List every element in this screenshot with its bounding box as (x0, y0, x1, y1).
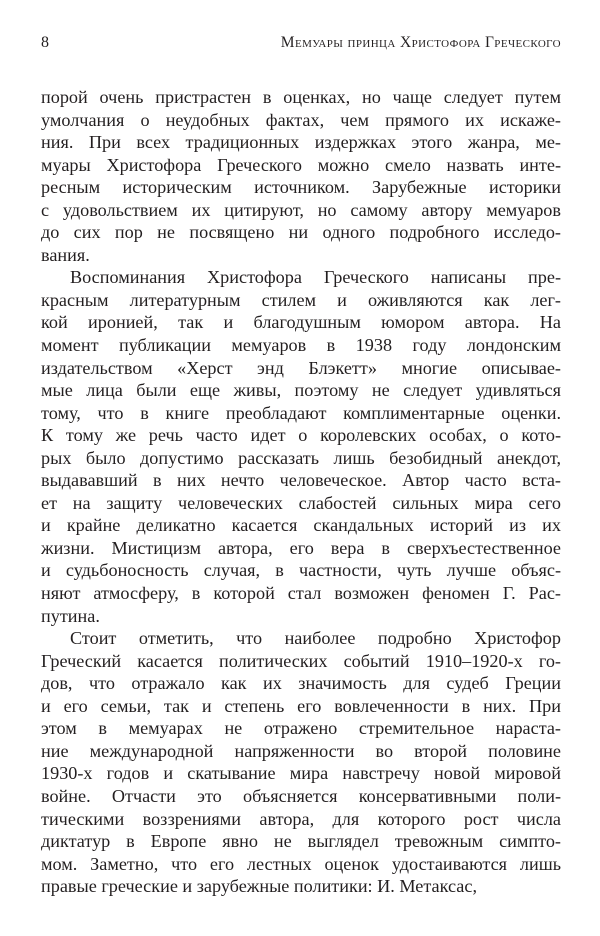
text-line: выдававший в них нечто человеческое. Автор часто вста- (41, 470, 561, 491)
text-line: умолчания о неудобных фактах, чем прямого их искаже- (41, 109, 561, 130)
text-line: момент публикации мемуаров в 1938 году лондонским (41, 335, 561, 356)
text-line: 1930-х годов и скатывание мира навстречу новой мировой (41, 763, 561, 784)
text-line: и судьбоносность случая, в частности, чуть лучше объяс- (41, 560, 561, 581)
text-line: ния. При всех традиционных издержках этого жанра, ме- (41, 132, 561, 153)
text-line: К тому же речь часто идет о королевских особах, о кото- (41, 425, 561, 446)
text-line: Греческий касается политических событий 1910–1920-х го- (41, 650, 561, 671)
text-line: ние международной напряженности во второй половине (41, 740, 561, 761)
text-line: и крайне деликатно касается скандальных историй из их (41, 515, 561, 536)
text-line: красным литературным стилем и оживляются как лег- (41, 289, 561, 310)
text-line: дов, что отражало как их значимость для судеб Греции (41, 673, 561, 694)
text-line: рых было допустимо рассказать лишь безобидный анекдот, (41, 447, 561, 468)
page-header (41, 34, 561, 56)
text-line: ресным историческим источником. Зарубежные историки (41, 177, 561, 198)
text-line: войне. Отчасти это объясняется консервативными поли- (41, 785, 561, 806)
text-line: Воспоминания Христофора Греческого написаны пре- (70, 267, 561, 288)
text-line: этом в мемуарах не отражено стремительное нараста- (41, 718, 561, 739)
paragraph (41, 627, 561, 898)
page-number: 8 (41, 34, 49, 51)
text-line: муары Христофора Греческого можно смело назвать инте- (41, 154, 561, 175)
text-line: правые греческие и зарубежные политики: И. Метаксас, (41, 876, 477, 897)
paragraph (41, 86, 561, 266)
text-line: жизни. Мистицизм автора, его вера в сверхъестественное (41, 537, 561, 558)
text-line: кой иронией, так и благодушным юмором автора. На (41, 312, 561, 333)
text-line: няют атмосферу, в которой стал возможен феномен Г. Рас- (41, 583, 561, 604)
running-title: Мемуары принца Христофора Греческого (280, 34, 561, 51)
body-text (41, 86, 561, 898)
text-line: вания. (41, 244, 90, 265)
text-line: тическими воззрениями автора, для которого рост числа (41, 808, 561, 829)
paragraph (41, 266, 561, 627)
text-line: и его семьи, так и степень его вовлеченности в них. При (41, 695, 561, 716)
text-line: путина. (41, 605, 100, 626)
text-line: с удовольствием их цитируют, но самому автору мемуаров (41, 199, 561, 220)
text-line: мом. Заметно, что его лестных оценок удостаиваются лишь (41, 853, 561, 874)
text-line: Стоит отметить, что наиболее подробно Христофор (70, 628, 561, 649)
text-line: до сих пор не посвящено ни одного подробного исследо- (41, 222, 561, 243)
text-line: порой очень пристрастен в оценках, но чаще следует путем (41, 87, 561, 107)
text-line: диктатур в Европе явно не выглядел тревожным симпто- (41, 831, 561, 852)
text-line: тому, что в книге преобладают комплиментарные оценки. (41, 402, 561, 423)
text-line: ет на защиту человеческих слабостей сильных мира сего (41, 492, 561, 513)
text-line: мые лица были еще живы, поэтому не следует удивляться (41, 380, 561, 401)
text-line: издательством «Херст энд Блэкетт» многие описывае- (41, 357, 561, 378)
